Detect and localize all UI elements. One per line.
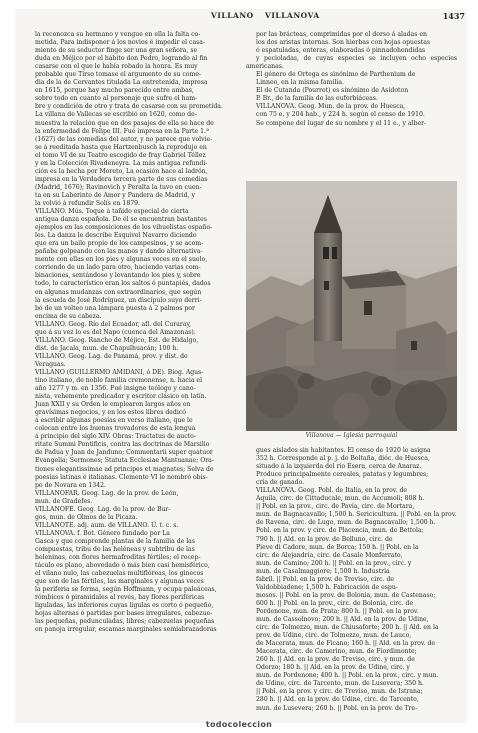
text-line: gues aislados sin habitantes. El censo de 1920 le asigna <box>256 447 431 454</box>
text-line: el vilano nulo, las cabezuelas multiflóreas, los ginecos <box>35 570 204 578</box>
text-line: 790 h. || Ald. en la prov. de Belluno, circ. de <box>256 535 393 543</box>
text-line: VILLANO (GUILLERMO AMIDANI, ó DE). Biog. Agus- <box>35 368 204 376</box>
watermark-text: todocoleccion <box>205 720 273 729</box>
text-line: mun. de Lusevera; 260 h. || Pobl. en la prov. de Tre- <box>256 704 418 712</box>
church-photograph <box>246 181 457 431</box>
text-line: Macerata, circ. de Camerino, mun. de Fiordimonte; <box>256 648 417 656</box>
text-line: ritate Summi Pontificis, contra las doctrinas de Marsilio <box>35 441 210 449</box>
text-line: ta en su Laberinto de Amor y Pandera de Madrid, y <box>35 191 195 199</box>
left-text-column <box>25 31 234 635</box>
text-line: la volvió á refundir Solís en 1879. <box>35 199 140 207</box>
text-line: Pobl. en la prov. y circ. de Placencia, mun. de Bettola; <box>256 527 424 535</box>
text-line: 600 h. || Pobl. en la prov., circ. de Bolonia, circ. de <box>256 599 414 607</box>
text-line: VILLANOFAR. Geog. Lag. de la prov. de León, <box>35 489 179 497</box>
text-line: || Pobl. en la prov., circ. de Pavía, circ. de Mortara, <box>256 503 415 511</box>
text-line: fabril. || Pobl. en la prov. de Treviso, circ. de <box>256 575 395 583</box>
text-line: á escribir algunas poesías en verso italiano, que le <box>35 417 193 425</box>
text-line: mun. de Camino; 200 h. || Pobl. en la prov., circ. y <box>256 559 412 567</box>
text-line: VILLANO. Geog. Rancho de Méjico, Est. de Hidalgo, <box>35 336 199 344</box>
right-text-column-bottom <box>246 447 457 713</box>
text-line: Aquila, circ. de Cittaducale, mun. de Accumoli; 808 h. <box>256 495 425 503</box>
text-line: les. La danza le describe Esquivel Navarro diciendo <box>35 232 197 240</box>
running-head-left: VILLANO <box>211 11 254 20</box>
text-line: en panoja irregular, escamas marginales semiabrazadoras <box>35 626 217 634</box>
text-line: El género de Ortega es sinónimo de Parthenium de <box>256 71 416 79</box>
text-line: poesías latinas é italianas. Clemente VI le nombró obis- <box>35 473 208 481</box>
text-line: VILLANO. Geog. Lag. de Panamá, prov. y dist. de <box>35 352 188 360</box>
text-line: las pequeñas, pedunculadas, libres; cabezuelas pequeñas <box>35 618 215 626</box>
text-line: mun. de Gradefes. <box>35 497 93 505</box>
text-line: de Padua y Juan de Janduno; Commentarii super quatuor <box>35 449 213 457</box>
text-line: la enfermedad de Felipe III. Fué impresa en la Parte 1.ª <box>35 127 209 135</box>
text-line: en algunas mudanzas con extraordinarios, que según <box>35 288 202 296</box>
text-line: Se compone del lugar de su nombre y el 11 e., y alber- <box>256 119 427 127</box>
text-line: 260 h. || Ald. en la prov. de Treviso, circ. y mun. de <box>256 656 415 664</box>
text-line: circ. de Tolmezzo, mun. de Chiusaforte; 200 h. || Ald. en la <box>256 624 439 632</box>
encyclopedia-page <box>15 9 467 723</box>
text-line: El de Cutanda (Pourret) es sinónimo de Asidoton <box>256 87 409 95</box>
text-line: muestra la relación que en dos pasajes de ella se hace de <box>35 119 214 127</box>
text-line: rómbicos ó piramidales al revés, hay flores periféricas <box>35 594 205 602</box>
text-line: Linneo, en la misma familia. <box>256 79 344 87</box>
church-figure <box>246 181 457 443</box>
text-line: bre y condición de otro y trata de casarse con su prometida. <box>35 103 223 111</box>
text-line: heleninas, con flores hermafroditas fértiles; el recep- <box>35 554 201 562</box>
text-line: sobre todo en cuanto al personaje que sufre el ham- <box>35 95 198 103</box>
text-line: VILLANOVA. Geog. Pobl. de Italia, en la prov. de <box>256 487 408 495</box>
text-line: VILLANOVA. f. Bot. Género fundado por La <box>35 529 170 537</box>
text-line: con 75 e. y 204 hab., y 224 h. según el censo de 1910. <box>256 111 425 119</box>
text-line: tino italiano, de noble familia cremonense, n. hacia el <box>35 377 203 385</box>
text-line: P. Br., de la familia de las euforbiáceas. <box>256 95 378 103</box>
text-line: nista, vehemente predicador y escritor clásico en latín. <box>35 393 207 401</box>
text-line: el tomo VI de su Teatro escogido de fray Gabriel Téllez <box>35 151 206 159</box>
text-line: circ. de Alejandría, circ. de Casale Monferrato, <box>256 551 403 559</box>
text-line: Juan XXII y su Orden le emplearon largos años en <box>35 401 191 409</box>
text-line: duda en Méjico por el hábito don Pedro, logrando al fin <box>35 55 208 63</box>
running-head-right: VILLANOVA <box>265 11 320 20</box>
text-line: La villana de Vallecas se escribió en 1620, como de- <box>35 111 197 119</box>
text-line: los dos aristas internas. Son hierbas con hojas opuestas <box>256 39 431 47</box>
text-line: gos, mun. de Olmos de la Picaza. <box>35 513 138 521</box>
text-line: corriendo de un lado para otro, haciendo varias com- <box>35 264 201 272</box>
text-line: todo, lo característico eran los saltos ó puntapiés, dados <box>35 280 211 288</box>
text-line: probable que Tirso tomase el argumento de su come- <box>35 71 202 79</box>
text-line: miento de su seductor finge ser una gran señora, se <box>35 47 198 55</box>
text-line: la escuela de José Rodríguez, un discípulo suyo derri- <box>35 296 202 304</box>
text-line: de Macerata, mun. de Ficano; 160 h. || Ald. en la prov. de <box>256 640 436 648</box>
watermark-logo <box>0 720 478 729</box>
text-line: dist. de Jacala, mun. de Chapulhuacán; 100 h. <box>35 344 179 352</box>
text-line: que son de las fértiles, las marginales y algunas veces <box>35 578 204 586</box>
text-line: casarse con el que le había robado la honra. Es muy <box>35 63 198 71</box>
text-line: mosos. || Pobl. en la prov. de Bolonia, mun. de Castenaso; <box>256 591 436 599</box>
text-line: || Pobl. en la prov. y circ. de Treviso, mun. de Istrana; <box>256 688 423 696</box>
text-line: ó espatuladas, enteras, elaboradas ó pinnadohendidas <box>256 47 426 55</box>
text-line: la reconozca su hermano y vengue en ella la falta co- <box>35 31 201 38</box>
text-line: Pieve di Cadore, mun. de Borca; 150 h. || Pobl. en la <box>256 543 419 551</box>
text-line: ción es la hecha por Moreto, La ocasión hace al ladrón, <box>35 167 208 175</box>
text-line: á principio del siglo XIV. Obras: Tractatus de aucto- <box>35 433 196 441</box>
page-number: 1437 <box>442 11 465 21</box>
text-line: liguladas, las inferiores cuyas lígulas es corto ó pequeño, <box>35 602 214 610</box>
text-line: pañaba golpeando con las manos y dando alternativa- <box>35 248 203 256</box>
text-line: y en la Colección Rivadeneyra. La más antigua refundi- <box>35 159 208 167</box>
text-line: gravísimas negocios, y en los estos libres dedicó <box>35 409 186 417</box>
text-line: colocan entre los buenos trovadores de esta lengua <box>35 425 196 433</box>
running-header <box>15 9 467 25</box>
text-line: mun. de Casalmaggiore; 1,500 h. Industria <box>256 567 390 575</box>
text-line: prov. de Udine, circ. de Tolmezzo, mun. de Lauco, <box>256 632 412 640</box>
text-line: VILLANO. Geog. Río del Ecuador, afl. del Curaray, <box>35 320 192 328</box>
text-line: po de Novara en 1342. <box>35 481 106 489</box>
text-line: antigua danza española. De él se encuentran bastantes <box>35 216 207 224</box>
text-line: bó de un volteo una lámpara puesta á 2 palmos por <box>35 304 195 312</box>
text-line: mun. de Pordenone; 400 h. || Pobl. en la prov., circ. y mun. <box>256 672 439 680</box>
right-text-column-top <box>246 31 457 128</box>
text-line: dia de la de Cervantes titulada La entretenida, impresa <box>35 79 208 87</box>
text-line: táculo es plano, abovedado ó más bien casi hemisférico, <box>35 562 210 570</box>
text-line: Produce principalmente cereales, patatas y legumbres; <box>256 471 429 479</box>
text-line: en 1615, porque hay mucho parecido entre ambas, <box>35 87 194 95</box>
text-line: 280 h. || Ald. en la prov. de Udine, circ. de Tarcento, <box>256 696 419 704</box>
text-line: metida. Para indisponer á los novios é impedir el casa- <box>35 39 206 47</box>
text-line: impresa en la Verdadera tercera parte de sus comedias <box>35 175 208 183</box>
text-line: Oderzo; 180 h. || Ald. en la prov. de Udine, circ. y <box>256 664 410 672</box>
text-line: VILLANO. Mús. Toque á tañido especial de cierta <box>35 208 189 216</box>
text-line: de Ravena, circ. de Lugo, mun. de Bagnacavallo; 1,500 h. <box>256 519 436 527</box>
text-line: tiones elegantissimae ad principes et magnates; Selva de <box>35 465 214 473</box>
text-line: Evangelia; Sermones; Statuta Ecclesiae Mantuanae; Ora- <box>35 457 214 465</box>
text-line: Valdobbiadene; 1,500 h. Fabricación de espu- <box>256 583 398 591</box>
text-line: que era un baile propio de los campesinos, y se acom- <box>35 240 204 248</box>
text-line: año 1277 y m. en 1356. Fué insigne teólogo y cano- <box>35 385 196 393</box>
text-line: cría de ganado. <box>256 479 305 487</box>
text-line: y pecioladas, de cuyas especies se incluyen ocho especies americanas. <box>246 55 457 71</box>
text-line: ejemplos en las composiciones de los vihuelistas españo- <box>35 224 213 232</box>
text-line: la periferia se forma, según Hoffmann, y ocupa paleáceas, <box>35 586 217 594</box>
text-line: Gasca y que comprende plantas de la familia de las <box>35 537 195 545</box>
text-line: mente con ellas en los pies y algunas veces en el suelo, <box>35 256 208 264</box>
text-line: se á reeditada hasta que Hartzenbusch la reprodujo en <box>35 143 207 151</box>
text-line: mun. de Bagnacavallo; 1,500 h. Sericicultura. || Pobl. en la prov. <box>256 511 457 519</box>
text-line: VILLANOFE. Geog. Lag. de la prov. de Bur- <box>35 505 171 513</box>
text-line: Pordenone, mun. de Prata; 800 h. || Pobl. en la prov. <box>256 607 419 615</box>
text-line: por las brácteas, comprimidas por el dorso á aladas en <box>256 31 427 38</box>
text-line: hojas alternas ó partidas por bases irregulares, cabezue- <box>35 610 213 618</box>
text-line: 352 h. Corresponde al p. j. de Boltaña, dióc. de Huesca, <box>256 455 430 463</box>
text-line: encima de su cabeza. <box>35 312 102 320</box>
text-line: binaciones, sentándose y levantando los pies y, sobre <box>35 272 201 280</box>
text-line: situado á la izquierda del río Esera, cerca de Anaraz. <box>256 463 422 471</box>
text-line: Veraguas. <box>35 360 66 368</box>
text-line: de Udine, circ. de Tarcento, mun. de Lusevera; 350 h. <box>256 680 424 688</box>
figure-caption: Villanova — Iglesia parroquial <box>305 432 398 439</box>
text-line: que á su vez lo es del Napo (cuenca del Amazonas). <box>35 328 196 336</box>
text-line: (1627) de las comedias del autor, y no parece que volvie- <box>35 135 213 143</box>
text-line: compuestas, tribu de las heléneas y subtribu de las <box>35 546 195 553</box>
text-line: VILLANOVA. Geog. Mun. de la prov. de Huesca, <box>256 103 406 111</box>
text-line: mun. de Cassolnovo; 200 h. || Ald. en la prov. de Udine, <box>256 615 429 623</box>
text-line: (Madrid, 1676); Ravinovich y Peralta la tuvo en cuen- <box>35 183 202 191</box>
text-line: VILLANOTE. adj. aum. de VILLANO. Ú. t. c. s. <box>35 521 179 529</box>
